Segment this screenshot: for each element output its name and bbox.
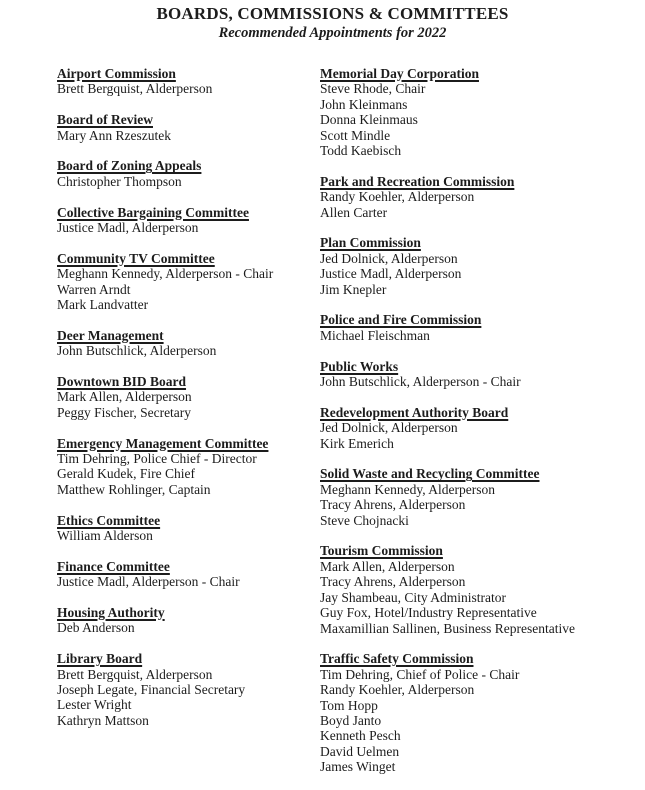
member-line: Jed Dolnick, Alderperson <box>320 250 458 266</box>
committee-group <box>320 405 625 451</box>
member-list <box>57 574 320 589</box>
committee-group <box>57 205 320 236</box>
member-line: William Alderson <box>57 528 153 544</box>
member-line: Kirk Emerich <box>320 435 394 451</box>
committee-heading: Library Board <box>57 651 143 667</box>
member-line: Allen Carter <box>320 204 388 220</box>
committee-heading: Finance Committee <box>57 558 170 574</box>
member-list <box>320 420 625 451</box>
committee-heading: Airport Commission <box>57 66 176 81</box>
member-line: Tim Dehring, Police Chief - Director <box>57 451 257 467</box>
member-line: Justice Madl, Alderperson <box>57 220 199 236</box>
member-line: Mary Ann Rzeszutek <box>57 127 171 143</box>
committee-heading: Emergency Management Committee <box>57 435 269 451</box>
committee-group <box>320 312 625 343</box>
member-list <box>320 81 625 158</box>
committee-group <box>57 605 320 636</box>
committee-heading: Downtown BID Board <box>57 374 187 390</box>
member-line: Jim Knepler <box>320 281 387 297</box>
member-list <box>57 343 320 358</box>
member-line: Lester Wright <box>57 697 132 713</box>
committee-heading: Housing Authority <box>57 605 165 621</box>
member-line: John Butschlick, Alderperson <box>57 343 217 359</box>
committee-group <box>320 543 625 635</box>
committee-group <box>320 66 625 158</box>
member-line: Matthew Rohlinger, Captain <box>57 481 211 497</box>
member-line: Steve Chojnacki <box>320 512 409 528</box>
member-line: Brett Bergquist, Alderperson <box>57 81 213 97</box>
committee-group <box>57 112 320 143</box>
committee-heading: Deer Management <box>57 327 164 343</box>
member-line: Guy Fox, Hotel/Industry Representative <box>320 605 537 621</box>
committee-heading: Collective Bargaining Committee <box>57 204 249 220</box>
member-line: Scott Mindle <box>320 127 391 143</box>
member-line: Randy Koehler, Alderperson <box>320 682 475 698</box>
member-list <box>57 389 320 420</box>
member-line: Mark Landvatter <box>57 297 149 313</box>
member-line: Christopher Thompson <box>57 173 182 189</box>
member-line: Jed Dolnick, Alderperson <box>320 420 458 436</box>
member-line: Gerald Kudek, Fire Chief <box>57 466 195 482</box>
member-line: John Kleinmans <box>320 96 408 112</box>
member-list <box>320 189 625 220</box>
committee-heading: Solid Waste and Recycling Committee <box>320 466 540 482</box>
member-line: Joseph Legate, Financial Secretary <box>57 682 246 698</box>
member-line: Tim Dehring, Chief of Police - Chair <box>320 666 520 682</box>
member-line: Meghann Kennedy, Alderperson <box>320 481 495 497</box>
committee-group <box>57 651 320 728</box>
member-list <box>57 266 320 312</box>
member-list <box>57 220 320 235</box>
member-list <box>320 559 625 636</box>
committee-group <box>57 513 320 544</box>
member-line: Justice Madl, Alderperson <box>320 266 462 282</box>
document-header <box>20 4 625 43</box>
member-line: Steve Rhode, Chair <box>320 81 426 97</box>
page-subtitle: Recommended Appointments for 2022 <box>218 25 447 41</box>
member-line: Maxamillian Sallinen, Business Representative <box>320 620 575 636</box>
member-list <box>320 482 625 528</box>
member-line: Kenneth Pesch <box>320 728 401 744</box>
member-line: Peggy Fischer, Secretary <box>57 404 192 420</box>
member-line: David Uelmen <box>320 743 400 759</box>
committee-heading: Redevelopment Authority Board <box>320 404 509 420</box>
member-line: Boyd Janto <box>320 712 382 728</box>
committee-heading: Tourism Commission <box>320 543 443 559</box>
member-list <box>57 174 320 189</box>
member-line: Meghann Kennedy, Alderperson - Chair <box>57 266 274 282</box>
member-line: Deb Anderson <box>57 620 135 636</box>
committee-heading: Plan Commission <box>320 235 421 251</box>
committee-group <box>57 251 320 313</box>
page-title: BOARDS, COMMISSIONS & COMMITTEES <box>156 4 509 23</box>
member-list <box>320 251 625 297</box>
member-list <box>57 620 320 635</box>
member-line: Donna Kleinmaus <box>320 112 418 128</box>
member-line: James Winget <box>320 759 396 775</box>
member-line: Jay Shambeau, City Administrator <box>320 589 506 605</box>
member-list <box>320 667 625 775</box>
member-list <box>57 128 320 143</box>
committee-heading: Community TV Committee <box>57 250 215 266</box>
columns-container <box>57 66 625 790</box>
committee-heading: Board of Zoning Appeals <box>57 158 202 174</box>
committee-group <box>57 328 320 359</box>
member-line: Randy Koehler, Alderperson <box>320 189 475 205</box>
left-column <box>57 66 320 744</box>
member-list <box>320 328 625 343</box>
committee-heading: Traffic Safety Commission <box>320 651 474 667</box>
committee-heading: Memorial Day Corporation <box>320 66 479 81</box>
member-line: Tom Hopp <box>320 697 378 713</box>
committee-heading: Public Works <box>320 358 399 374</box>
committee-heading: Police and Fire Commission <box>320 312 482 328</box>
committee-heading: Park and Recreation Commission <box>320 173 515 189</box>
member-line: Mark Allen, Alderperson <box>320 558 455 574</box>
member-line: Todd Kaebisch <box>320 143 402 159</box>
member-line: John Butschlick, Alderperson - Chair <box>320 374 521 390</box>
committee-group <box>320 359 625 390</box>
committee-group <box>57 374 320 420</box>
committee-group <box>57 559 320 590</box>
member-line: Michael Fleischman <box>320 327 430 343</box>
member-line: Kathryn Mattson <box>57 712 149 728</box>
member-list <box>320 374 625 389</box>
committee-group <box>320 174 625 220</box>
committee-group <box>320 651 625 774</box>
committee-group <box>320 235 625 297</box>
committee-heading: Board of Review <box>57 112 153 128</box>
member-list <box>57 667 320 729</box>
member-line: Tracy Ahrens, Alderperson <box>320 574 466 590</box>
member-line: Mark Allen, Alderperson <box>57 389 192 405</box>
member-line: Justice Madl, Alderperson - Chair <box>57 574 240 590</box>
committee-group <box>57 158 320 189</box>
member-list <box>57 528 320 543</box>
committee-group <box>57 66 320 97</box>
member-list <box>57 81 320 96</box>
committee-group <box>320 466 625 528</box>
right-column <box>320 66 625 790</box>
member-list <box>57 451 320 497</box>
member-line: Tracy Ahrens, Alderperson <box>320 497 466 513</box>
committee-group <box>57 436 320 498</box>
committee-heading: Ethics Committee <box>57 512 161 528</box>
member-line: Warren Arndt <box>57 281 131 297</box>
member-line: Brett Bergquist, Alderperson <box>57 666 213 682</box>
